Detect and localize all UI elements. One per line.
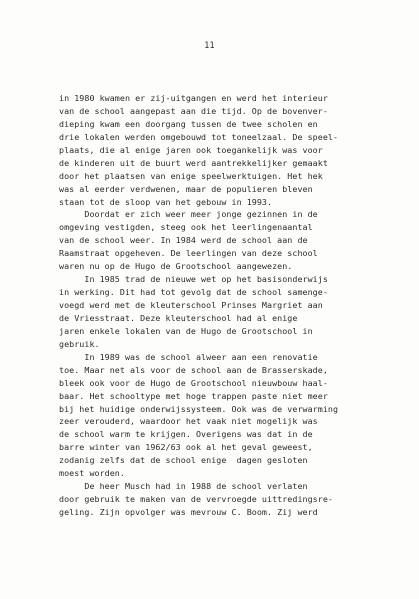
text-line: was al eerder verdwenen, maar de populieren bleven: [59, 183, 313, 194]
text-line: de kinderen uit de buurt werd aantrekkelijker gemaakt: [59, 157, 328, 168]
text-line: de school warm te krijgen. Overigens was dat in de: [59, 429, 313, 440]
text-line: de Vriesstraat. Deze kleuterschool had al enige: [59, 312, 298, 323]
text-line: baar. Het schooltype met hoge trappen paste niet meer: [59, 390, 328, 401]
text-line: gebruik.: [59, 338, 100, 349]
text-line: bleek ook voor de Hugo de Grootschool nieuwbouw haal-: [59, 377, 328, 388]
text-line: In 1989 was de school alweer aan een renovatie: [59, 351, 318, 362]
text-line: van de school aangepast aan die tijd. Op de bovenver-: [59, 105, 328, 116]
text-line: door het plaatsen van enige speelwerktuigen. Het hek: [59, 170, 323, 181]
text-line: moest worden.: [59, 468, 125, 479]
text-line: zeer verouderd, waardoor het vaak niet mogelijk was: [59, 416, 318, 427]
text-line: waren nu op de Hugo de Grootschool aangewezen.: [59, 261, 293, 272]
page-number: 11: [204, 40, 215, 50]
text-line: jaren enkele lokalen van de Hugo de Grootschool in: [59, 325, 313, 336]
text-line: plaats, die al enige jaren ook toegankelijk was voor: [59, 144, 323, 155]
text-line: Doordat er zich weer meer jonge gezinnen in de: [59, 209, 318, 220]
text-line: voegd werd met de kleuterschool Prinses Margriet aan: [59, 300, 323, 310]
text-line: In 1985 trad de nieuwe wet op het basisonderwijs: [59, 274, 328, 285]
text-line: van de school weer. In 1984 werd de school aan de: [59, 235, 308, 246]
text-line: bij het huidige onderwijssysteem. Ook was de verwarming: [59, 403, 339, 414]
text-line: dieping kwam een doorgang tussen de twee scholen en: [59, 118, 318, 129]
text-line: omgeving vestigden, steeg ook het leerlingenaantal: [59, 222, 313, 233]
text-line: geling. Zijn opvolger was mevrouw C. Boom. Zij werd: [59, 507, 318, 517]
text-line: De heer Musch had in 1988 de school verlaten: [59, 481, 308, 492]
text-line: toe. Maar net als voor de school aan de Brasserskade,: [59, 364, 328, 375]
text-line: drie lokalen werden omgebouwd tot toneelzaal. De speel-: [59, 131, 339, 142]
text-line: barre winter van 1962/63 ook al het geval geweest,: [59, 442, 313, 453]
text-line: Raamstraat opgeheven. De leerlingen van deze school: [59, 248, 318, 259]
text-line: in werking. Dit had tot gevolg dat de school samenge-: [59, 287, 328, 298]
text-line: staan tot de sloop van het gebouw in 1993.: [59, 196, 273, 207]
text-line: zodanig zelfs dat de school enige dagen gesloten: [59, 455, 308, 466]
text-line: in 1980 kwamen er zij-uitgangen en werd het interieur: [59, 93, 328, 103]
body-text: [59, 92, 381, 519]
text-line: door gebruik te maken van de vervroegde uittredingsre-: [59, 494, 333, 505]
